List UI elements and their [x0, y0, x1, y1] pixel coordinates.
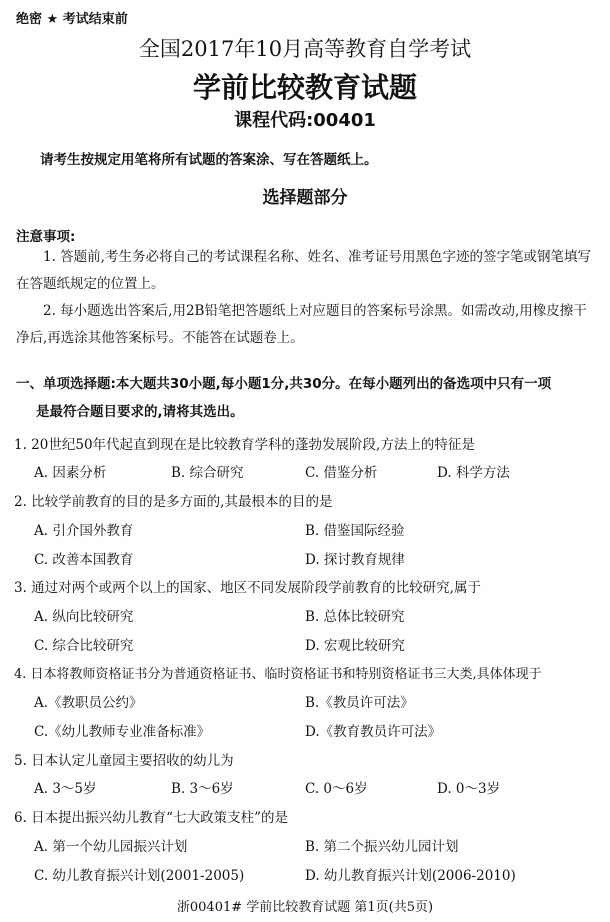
question-option: D. 幼儿教育振兴计划(2006-2010) — [305, 868, 516, 884]
question-option: B. 总体比较研究 — [305, 609, 405, 625]
confidential-label: 绝密 ★ 考试结束前 — [16, 12, 128, 27]
question-option: A. 因素分析 — [34, 465, 107, 481]
part-heading — [16, 370, 604, 426]
page-footer: 浙00401# 学前比较教育试题 第1页(共5页) — [176, 900, 434, 915]
question-option: B.《教员许可法》 — [305, 695, 414, 711]
answer-instruction: 请考生按规定用笔将所有试题的答案涂、写在答题纸上。 — [40, 152, 378, 168]
question-option: D. 0～3岁 — [437, 781, 501, 797]
question-stem: 2. 比较学前教育的目的是多方面的,其最根本的目的是 — [14, 494, 333, 510]
question-stem: 5. 日本认定儿童园主要招收的幼儿为 — [14, 753, 234, 769]
question-stem: 3. 通过对两个或两个以上的国家、地区不同发展阶段学前教育的比较研究,属于 — [14, 580, 481, 596]
question-option: B. 借鉴国际经验 — [305, 523, 405, 539]
question-stem: 1. 20世纪50年代起直到现在是比较教育学科的蓬勃发展阶段,方法上的特征是 — [14, 437, 475, 453]
question-option: C. 0～6岁 — [305, 781, 368, 797]
question-option: B. 第二个振兴幼儿园计划 — [305, 839, 459, 855]
question-option: B. 综合研究 — [171, 465, 244, 481]
question-option: C. 借鉴分析 — [305, 465, 378, 481]
question-stem: 4. 日本将教师资格证书分为普通资格证书、临时资格证书和特别资格证书三大类,具体体现于 — [14, 667, 542, 682]
question-option: C. 综合比较研究 — [34, 638, 134, 654]
question-option: D.《教育教员许可法》 — [305, 724, 442, 740]
subject-title: 学前比较教育试题 — [192, 71, 417, 104]
question-stem: 6. 日本提出振兴幼儿教育“七大政策支柱”的是 — [14, 810, 288, 826]
question-option: C. 幼儿教育振兴计划(2001-2005) — [34, 868, 245, 884]
question-option: A. 纵向比较研究 — [34, 609, 134, 625]
question-option: A. 3～5岁 — [34, 781, 97, 797]
question-option: A. 引介国外教育 — [34, 523, 134, 539]
note-item: 2. 每小题选出答案后,用2B铅笔把答题纸上对应题目的答案标号涂黑。如需改动,用橡皮擦干净后,再选涂其他答案标号。不能答在试题卷上。 — [16, 303, 587, 346]
question-option: C.《幼儿教师专业准备标准》 — [34, 724, 211, 740]
question-option: D. 探讨教育规律 — [305, 552, 405, 568]
question-option: D. 宏观比较研究 — [305, 638, 405, 654]
question-option: C. 改善本国教育 — [34, 552, 134, 568]
notes-heading: 注意事项: — [16, 229, 76, 245]
course-code: 课程代码:00401 — [234, 110, 376, 131]
question-option: A. 第一个幼儿园振兴计划 — [34, 839, 188, 855]
section-title: 选择题部分 — [262, 188, 348, 208]
question-option: A.《教职员公约》 — [34, 695, 143, 711]
question-option: D. 科学方法 — [437, 465, 510, 481]
note-item: 1. 答题前,考生务必将自己的考试课程名称、姓名、准考证号用黑色字迹的签字笔或钢笔填写在答题纸规定的位置上。 — [16, 249, 591, 292]
exam-title: 全国2017年10月高等教育自学考试 — [138, 37, 472, 61]
question-option: B. 3～6岁 — [171, 781, 234, 797]
part-heading-line2: 是最符合题目要求的,请将其选出。 — [36, 404, 244, 420]
part-heading-line1: 一、单项选择题:本大题共30小题,每小题1分,共30分。在每小题列出的备选项中只有一项 — [16, 376, 552, 392]
